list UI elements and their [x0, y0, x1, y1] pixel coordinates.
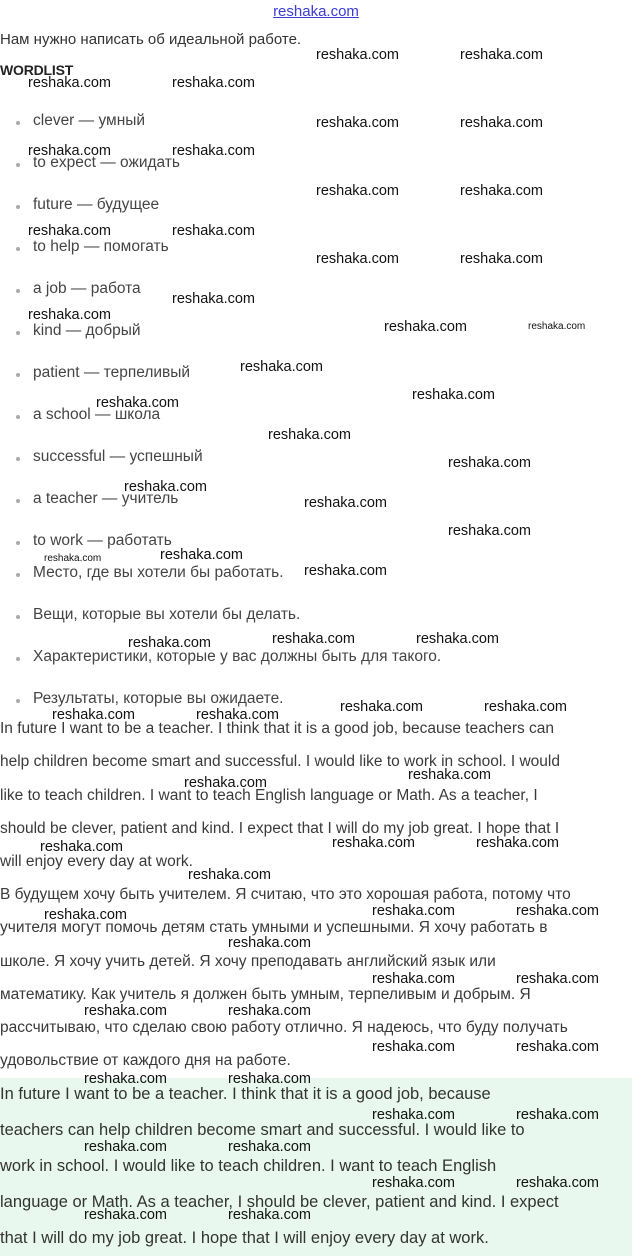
watermark: reshaka.com: [228, 1139, 312, 1155]
watermark: reshaka.com: [28, 143, 112, 159]
essay-line: work in school. I would like to teach children. I want to teach English: [0, 1157, 497, 1175]
watermark: reshaka.com: [412, 387, 496, 403]
bullet-icon: [16, 289, 20, 293]
watermark: reshaka.com: [460, 115, 544, 131]
watermark: reshaka.com: [484, 699, 568, 715]
essay-line: that I will do my job great. I hope that I will enjoy every day at work.: [0, 1229, 489, 1247]
watermark: reshaka.com: [416, 631, 500, 647]
watermark: reshaka.com: [96, 395, 180, 411]
watermark: reshaka.com: [228, 1207, 312, 1223]
watermark: reshaka.com: [28, 307, 112, 323]
bullet-icon: [16, 657, 20, 661]
watermark: reshaka.com: [340, 699, 424, 715]
essay-line: will enjoy every day at work.: [0, 853, 193, 870]
essay-line: like to teach children. I want to teach English language or Math. As a teacher, I: [0, 787, 538, 804]
list-item-text: patient — терпеливый: [33, 364, 191, 381]
list-item-text: Характеристики, которые у вас должны быть для такого.: [33, 648, 442, 665]
essay-line: рассчитываю, что сделаю свою работу отлично. Я надеюсь, что буду получать: [0, 1019, 568, 1036]
watermark: reshaka.com: [172, 291, 256, 307]
watermark: reshaka.com: [372, 1175, 456, 1191]
watermark: reshaka.com: [40, 839, 124, 855]
list-item-text: a teacher — учитель: [33, 490, 179, 507]
watermark: reshaka.com: [188, 867, 272, 883]
bullet-icon: [16, 247, 20, 251]
list-item-text: future — будущее: [33, 196, 160, 213]
watermark: reshaka.com: [84, 1207, 168, 1223]
bullet-icon: [16, 163, 20, 167]
watermark: reshaka.com: [476, 835, 560, 851]
watermark: reshaka.com: [372, 1039, 456, 1055]
watermark: reshaka.com: [228, 935, 312, 951]
watermark: reshaka.com: [516, 1039, 600, 1055]
bullet-icon: [16, 331, 20, 335]
watermark: reshaka.com: [272, 631, 356, 647]
bullet-icon: [16, 205, 20, 209]
watermark: reshaka.com: [240, 359, 324, 375]
watermark: reshaka.com: [516, 903, 600, 919]
watermark: reshaka.com: [460, 47, 544, 63]
watermark: reshaka.com: [128, 635, 212, 651]
watermark: reshaka.com: [184, 775, 268, 791]
list-item-text: kind — добрый: [33, 322, 141, 339]
watermark: reshaka.com: [44, 907, 128, 923]
watermark: reshaka.com: [372, 971, 456, 987]
watermark: reshaka.com: [372, 1107, 456, 1123]
watermark: reshaka.com: [304, 563, 388, 579]
essay-line: школе. Я хочу учить детей. Я хочу преподавать английский язык или: [0, 953, 496, 970]
bullet-icon: [16, 573, 20, 577]
watermark: reshaka.com: [172, 223, 256, 239]
watermark: reshaka.com: [448, 455, 532, 471]
bullet-icon: [16, 499, 20, 503]
watermark: reshaka.com: [84, 1139, 168, 1155]
bullet-icon: [16, 541, 20, 545]
list-item-text: a school — школа: [33, 406, 161, 423]
essay-line: математику. Как учитель я должен быть умным, терпеливым и добрым. Я: [0, 986, 531, 1003]
list-item-text: to work — работать: [33, 532, 172, 549]
watermark: reshaka.com: [316, 251, 400, 267]
list-item-text: Место, где вы хотели бы работать.: [33, 564, 284, 581]
watermark: reshaka.com: [372, 903, 456, 919]
watermark: reshaka.com: [528, 321, 586, 332]
essay-line: В будущем хочу быть учителем. Я считаю, что это хорошая работа, потому что: [0, 886, 571, 903]
watermark: reshaka.com: [124, 479, 208, 495]
watermark: reshaka.com: [304, 495, 388, 511]
list-item-text: a job — работа: [33, 280, 141, 297]
essay-line: учителя могут помочь детям стать умными и успешными. Я хочу работать в: [0, 919, 548, 936]
watermark: reshaka.com: [84, 1071, 168, 1087]
watermark: reshaka.com: [28, 75, 112, 91]
watermark: reshaka.com: [384, 319, 468, 335]
intro-text: Нам нужно написать об идеальной работе.: [0, 31, 302, 48]
watermark: reshaka.com: [316, 115, 400, 131]
site-link[interactable]: reshaka.com: [273, 3, 359, 20]
list-item-text: to expect — ожидать: [33, 154, 180, 171]
list-item-text: to help — помогать: [33, 238, 169, 255]
watermark: reshaka.com: [460, 251, 544, 267]
essay-line: should be clever, patient and kind. I expect that I will do my job great. I hope that I: [0, 820, 560, 837]
watermark: reshaka.com: [84, 1003, 168, 1019]
watermark: reshaka.com: [52, 707, 136, 723]
bullet-icon: [16, 615, 20, 619]
essay-line: help children become smart and successful. I would like to work in school. I would: [0, 753, 560, 770]
watermark: reshaka.com: [28, 223, 112, 239]
list-item-text: Результаты, которые вы ожидаете.: [33, 690, 284, 707]
watermark: reshaka.com: [196, 707, 280, 723]
watermark: reshaka.com: [516, 1107, 600, 1123]
watermark: reshaka.com: [172, 143, 256, 159]
bullet-icon: [16, 121, 20, 125]
watermark: reshaka.com: [44, 553, 102, 564]
list-item-text: successful — успешный: [33, 448, 203, 465]
watermark: reshaka.com: [160, 547, 244, 563]
watermark: reshaka.com: [172, 75, 256, 91]
watermark: reshaka.com: [228, 1071, 312, 1087]
watermark: reshaka.com: [316, 183, 400, 199]
watermark: reshaka.com: [228, 1003, 312, 1019]
bullet-icon: [16, 699, 20, 703]
watermark: reshaka.com: [460, 183, 544, 199]
essay-line: In future I want to be a teacher. I think that it is a good job, because: [0, 1085, 491, 1103]
essay-line: удовольствие от каждого дня на работе.: [0, 1052, 291, 1069]
list-item-text: clever — умный: [33, 112, 146, 129]
bullet-icon: [16, 457, 20, 461]
watermark: reshaka.com: [408, 767, 492, 783]
watermark: reshaka.com: [316, 47, 400, 63]
wordlist-heading: WORDLIST: [0, 62, 74, 78]
watermark: reshaka.com: [332, 835, 416, 851]
essay-line: In future I want to be a teacher. I think that it is a good job, because teachers can: [0, 720, 555, 737]
bullet-icon: [16, 373, 20, 377]
watermark: reshaka.com: [448, 523, 532, 539]
watermark: reshaka.com: [516, 971, 600, 987]
list-item-text: Вещи, которые вы хотели бы делать.: [33, 606, 301, 623]
watermark: reshaka.com: [268, 427, 352, 443]
essay-line: language or Math. As a teacher, I should be clever, patient and kind. I expect: [0, 1193, 559, 1211]
essay-line: teachers can help children become smart and successful. I would like to: [0, 1121, 525, 1139]
watermark: reshaka.com: [516, 1175, 600, 1191]
bullet-icon: [16, 415, 20, 419]
